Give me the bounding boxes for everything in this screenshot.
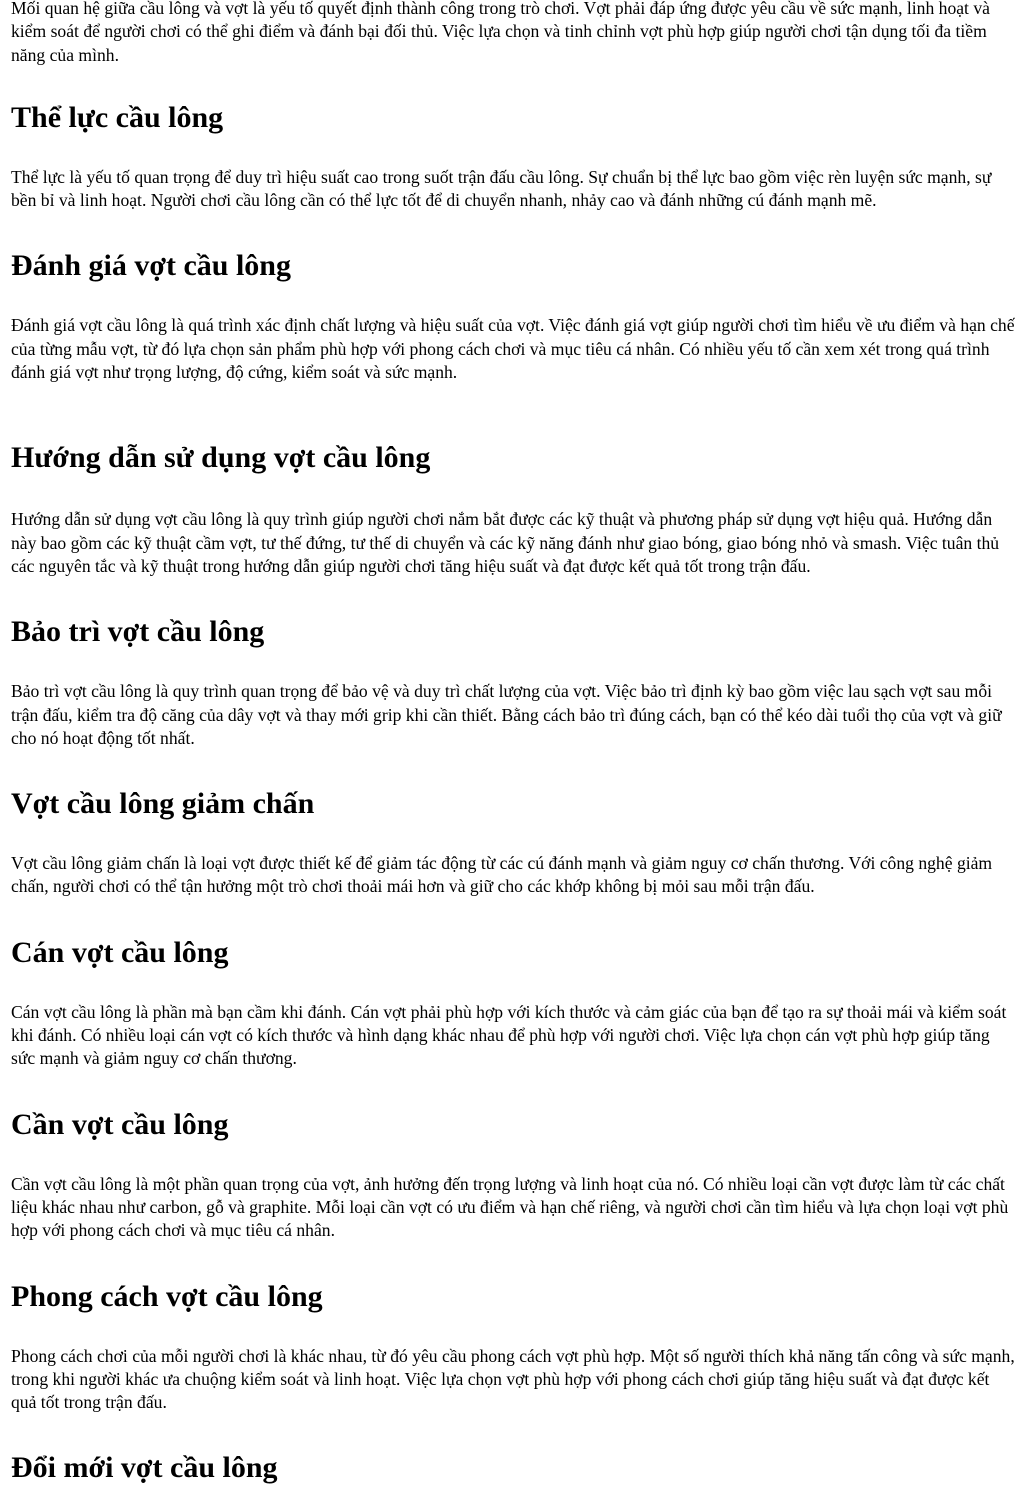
- section-paragraph: Bảo trì vợt cầu lông là quy trình quan trọng để bảo vệ và duy trì chất lượng của vợt. Việc bảo trì định kỳ bao gồm việc lau sạch vợt sau mỗi trận đấu, kiểm tra độ căng của dây vợt và thay mới grip khi cần thiết. Bằng cách bảo trì đúng cách, bạn có thể kéo dài tuổi thọ của vợt và giữ cho nó hoạt động tốt nhất.: [11, 681, 1002, 748]
- section-doi-moi: [11, 1450, 1015, 1486]
- section-paragraph: Phong cách chơi của mỗi người chơi là khác nhau, từ đó yêu cầu phong cách vợt phù hợp. Một số người thích khả năng tấn công và sức mạnh, trong khi người khác ưa chuộng kiểm soát và linh hoạt. Việc lựa chọn vợt phù hợp với phong cách chơi giúp tăng hiệu suất và đạt được kết quả tốt trong trận đấu.: [11, 1345, 1015, 1413]
- section-paragraph: Cần vợt cầu lông là một phần quan trọng của vợt, ảnh hưởng đến trọng lượng và linh hoạt của nó. Có nhiều loại cần vợt được làm từ các chất liệu khác nhau như carbon, gỗ và graphite. Mỗi loại cần vợt có ưu điểm và hạn chế riêng, và người chơi cần tìm hiểu và lựa chọn loại vợt phù hợp với phong cách chơi và mục tiêu cá nhân.: [11, 1173, 1009, 1241]
- intro-paragraph: Mối quan hệ giữa cầu lông và vợt là yếu tố quyết định thành công trong trò chơi. Vợt phải đáp ứng được yêu cầu về sức mạnh, linh hoạt và kiểm soát để người chơi có thể ghi điểm và đánh bại đối thủ. Việc lựa chọn và tinh chỉnh vợt phù hợp giúp người chơi tận dụng tối đa tiềm năng của mình.: [11, 0, 990, 65]
- section-giam-chan: [11, 786, 1015, 899]
- section-danh-gia-vot: [11, 248, 1015, 384]
- section-heading: Đổi mới vợt cầu lông: [11, 1451, 278, 1485]
- section-can-vot: [11, 935, 1015, 1071]
- section-paragraph: Hướng dẫn sử dụng vợt cầu lông là quy trình giúp người chơi nắm bắt được các kỹ thuật và phương pháp sử dụng vợt hiệu quả. Hướng dẫn này bao gồm các kỹ thuật cầm vợt, tư thế đứng, tư thế di chuyển và các kỹ năng đánh như giao bóng, giao bóng nhỏ và smash. Việc tuân thủ các nguyên tắc và kỹ thuật trong hướng dẫn giúp người chơi tăng hiệu suất và đạt được kết quả tốt trong trận đấu.: [11, 509, 1000, 576]
- section-heading: Phong cách vợt cầu lông: [11, 1279, 323, 1313]
- section-paragraph: Đánh giá vợt cầu lông là quá trình xác định chất lượng và hiệu suất của vợt. Việc đánh giá vợt giúp người chơi tìm hiểu về ưu điểm và hạn chế của từng mẫu vợt, từ đó lựa chọn sản phẩm phù hợp với phong cách chơi và mục tiêu cá nhân. Có nhiều yếu tố cần xem xét trong quá trình đánh giá vợt như trọng lượng, độ cứng, kiểm soát và sức mạnh.: [11, 315, 1015, 383]
- document-body: [11, 0, 1015, 1486]
- section-heading: Đánh giá vợt cầu lông: [11, 249, 291, 283]
- section-paragraph: Vợt cầu lông giảm chấn là loại vợt được thiết kế để giảm tác động từ các cú đánh mạnh và giảm nguy cơ chấn thương. Với công nghệ giảm chấn, người chơi có thể tận hưởng một trò chơi thoải mái hơn và giữ cho các khớp không bị mỏi sau mỗi trận đấu.: [11, 853, 993, 897]
- section-bao-tri: [11, 614, 1015, 750]
- section-paragraph: Thể lực là yếu tố quan trọng để duy trì hiệu suất cao trong suốt trận đấu cầu lông. Sự chuẩn bị thể lực bao gồm việc rèn luyện sức mạnh, sự bền bỉ và linh hoạt. Người chơi cầu lông cần có thể lực tốt để di chuyển nhanh, nhảy cao và đánh những cú đánh mạnh mẽ.: [11, 166, 992, 211]
- section-can-vot-shaft: [11, 1107, 1015, 1243]
- section-heading: Bảo trì vợt cầu lông: [11, 615, 265, 649]
- section-phong-cach: [11, 1279, 1015, 1415]
- section-heading: Thể lực cầu lông: [11, 100, 224, 134]
- section-heading: Cần vợt cầu lông: [11, 1107, 229, 1141]
- section-the-luc: [11, 100, 1015, 213]
- section-huong-dan-su-dung: [11, 440, 1015, 578]
- section-paragraph: Cán vợt cầu lông là phần mà bạn cầm khi đánh. Cán vợt phải phù hợp với kích thước và cảm giác của bạn để tạo ra sự thoải mái và kiểm soát khi đánh. Có nhiều loại cán vợt có kích thước và hình dạng khác nhau để phù hợp với người chơi. Việc lựa chọn cán vợt phù hợp giúp tăng sức mạnh và giảm nguy cơ chấn thương.: [11, 1001, 1007, 1069]
- section-heading: Vợt cầu lông giảm chấn: [11, 787, 315, 821]
- section-heading: Hướng dẫn sử dụng vợt cầu lông: [11, 441, 431, 475]
- section-heading: Cán vợt cầu lông: [11, 935, 229, 969]
